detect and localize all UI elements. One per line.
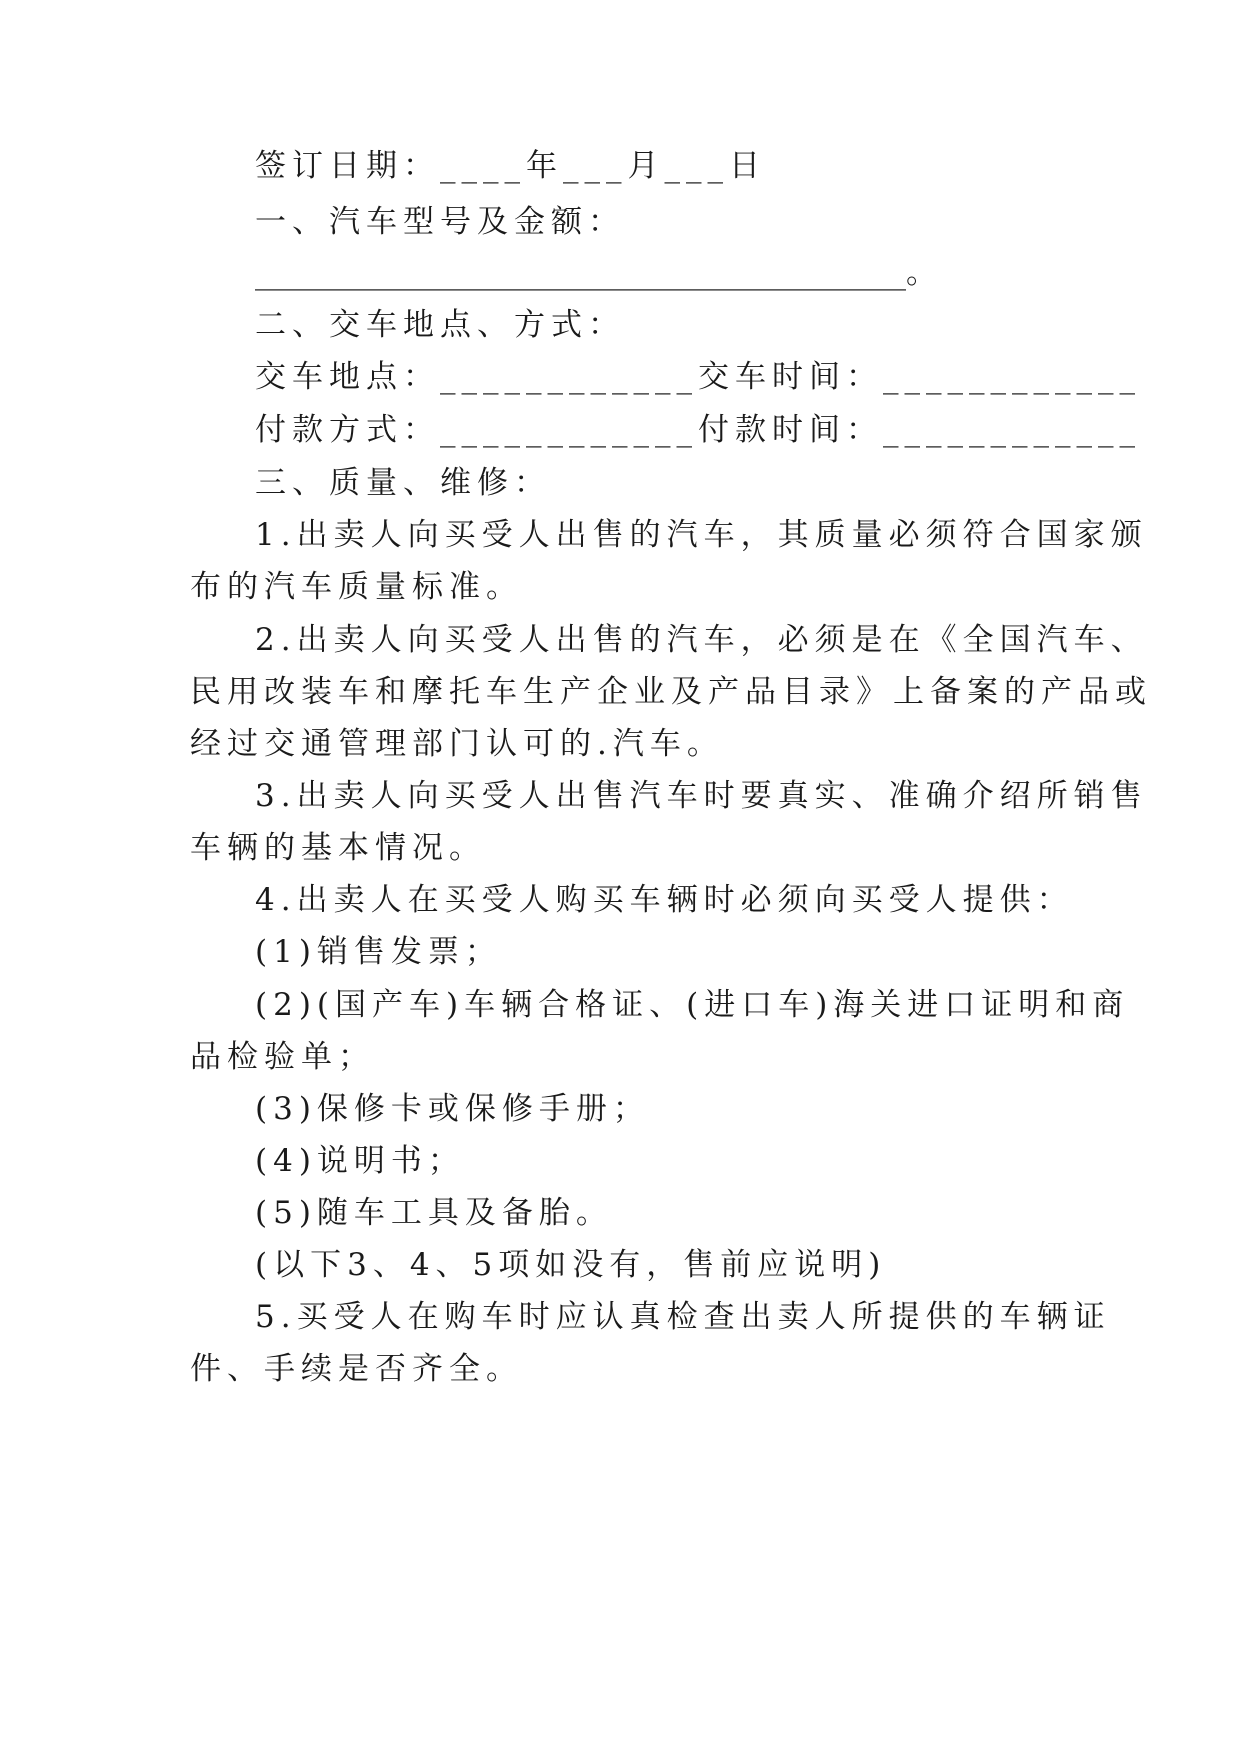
section1-blank-line: __________________________________________。 [255,255,937,291]
sub-item-3: (3)保修卡或保修手册； [255,1091,650,1127]
item5-line1: 5.买受人在购车时应认真检查出卖人所提供的车辆证 [255,1299,1111,1335]
section1-title: 一、汽车型号及金额： [255,204,625,240]
payment-line: 付款方式：____________付款时间：____________ [255,412,1141,448]
item1-line2: 布的汽车质量标准。 [190,569,523,605]
item5-line2: 件、手续是否齐全。 [190,1351,523,1387]
item1-line1: 1.出卖人向买受人出售的汽车，其质量必须符合国家颁 [255,517,1148,553]
note-line: (以下3、4、5项如没有，售前应说明) [255,1247,887,1283]
item3-line2: 车辆的基本情况。 [190,830,486,866]
sub-item-1: (1)销售发票； [255,934,502,970]
item3-line1: 3.出卖人向买受人出售汽车时要真实、准确介绍所销售 [255,778,1148,814]
sub-item-4: (4)说明书； [255,1143,465,1179]
item4-line1: 4.出卖人在买受人购买车辆时必须向买受人提供： [255,882,1074,918]
sign-date-line: 签订日期：____年___月___日 [255,148,766,184]
item2-line2: 民用改装车和摩托车生产企业及产品目录》上备案的产品或 [190,674,1152,710]
item2-line1: 2.出卖人向买受人出售的汽车，必须是在《全国汽车、 [255,622,1148,658]
delivery-line: 交车地点：____________交车时间：____________ [255,359,1141,395]
sub-item-2-line1: (2)(国产车)车辆合格证、(进口车)海关进口证明和商 [255,987,1130,1023]
sub-item-2-line2: 品检验单； [190,1039,375,1075]
section2-title: 二、交车地点、方式： [255,307,625,343]
item2-line3: 经过交通管理部门认可的.汽车。 [190,726,724,762]
section3-title: 三、质量、维修： [255,465,551,501]
sub-item-5: (5)随车工具及备胎。 [255,1195,613,1231]
